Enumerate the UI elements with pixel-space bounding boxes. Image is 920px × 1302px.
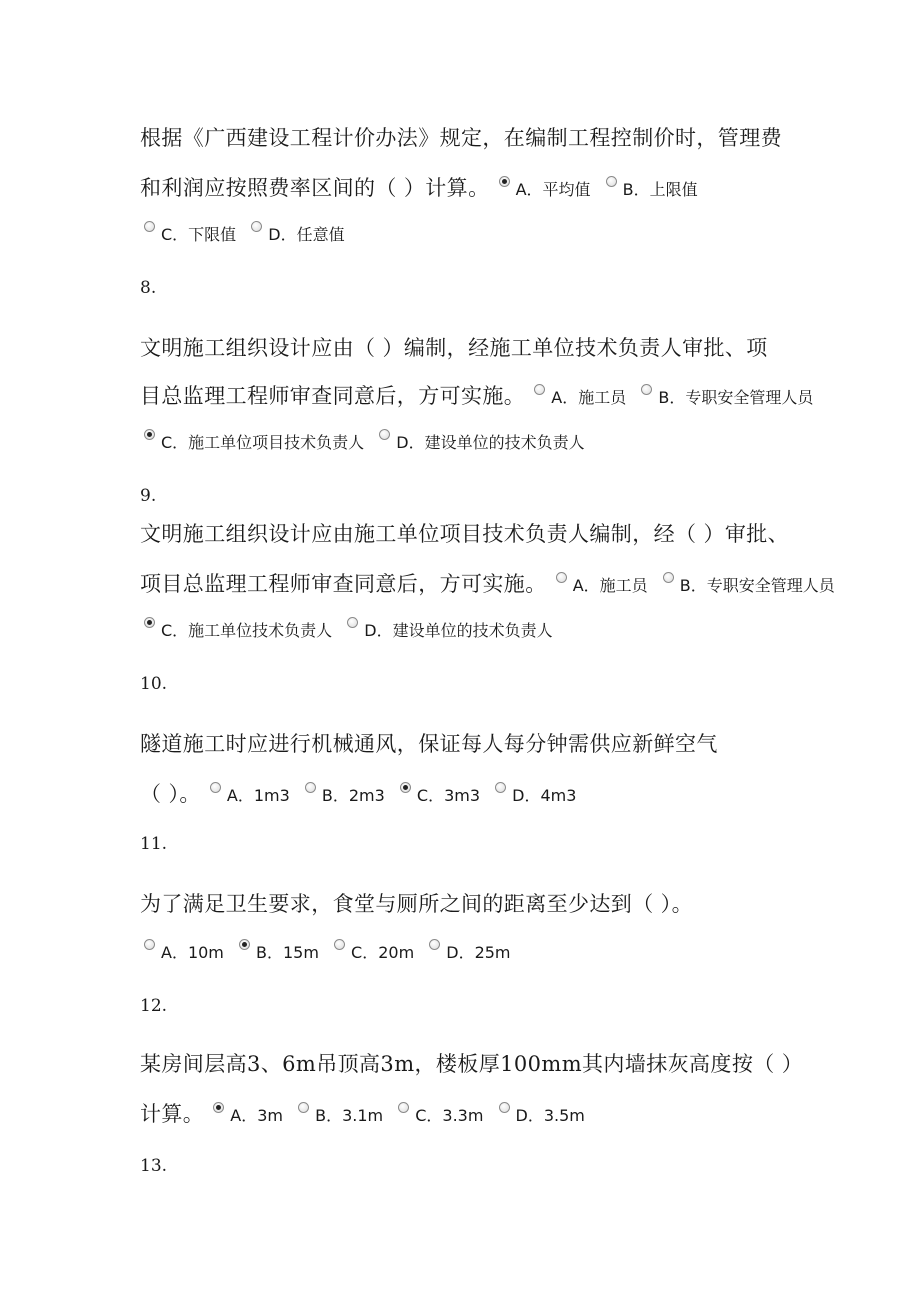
option-label-q10-c: C．3m3	[416, 786, 481, 805]
question-9-options-row	[140, 618, 559, 641]
question-9-stem-line-2: 项目总监理工程师审查同意后，方可实施。	[140, 572, 547, 596]
option-label-q7-b: B．上限值	[622, 180, 698, 199]
option-label-q12-d: D．3.5m	[515, 1106, 585, 1125]
radio-button-q7-c[interactable]	[144, 221, 155, 232]
question-8-stem-line-2: 目总监理工程师审查同意后，方可实施。	[140, 384, 526, 408]
radio-button-q10-c[interactable]	[400, 782, 411, 793]
radio-button-q11-d[interactable]	[429, 939, 440, 950]
question-10-stem-line-1: 隧道施工时应进行机械通风，保证每人每分钟需供应新鲜空气	[140, 732, 718, 756]
radio-button-q12-b[interactable]	[298, 1102, 309, 1113]
radio-button-q9-c[interactable]	[144, 617, 155, 628]
question-9-stem-line-1: 文明施工组织设计应由施工单位项目技术负责人编制，经（ ）审批、	[140, 522, 790, 546]
radio-button-q11-a[interactable]	[144, 939, 155, 950]
radio-button-q10-b[interactable]	[305, 782, 316, 793]
option-label-q12-b: B．3.1m	[315, 1106, 384, 1125]
radio-button-q7-a[interactable]	[499, 176, 510, 187]
option-label-q11-c: C．20m	[351, 943, 415, 962]
question-10-stem-and-options	[140, 778, 582, 808]
radio-button-q9-a[interactable]	[556, 572, 567, 583]
question-12-stem-line-1: 某房间层高3、6m吊顶高3m，楼板厚100mm其内墙抹灰高度按（ ）	[140, 1052, 804, 1076]
radio-button-q11-c[interactable]	[334, 939, 345, 950]
radio-button-q9-b[interactable]	[663, 572, 674, 583]
option-label-q10-b: B．2m3	[321, 786, 385, 805]
question-11-number: 11.	[140, 834, 168, 854]
question-12-stem-and-options	[140, 1098, 591, 1128]
question-7-stem-line-2: 和利润应按照费率区间的（ ）计算。	[140, 176, 490, 200]
question-8-stem-line-1: 文明施工组织设计应由（ ）编制，经施工单位技术负责人审批、项	[140, 336, 768, 360]
radio-button-q10-a[interactable]	[210, 782, 221, 793]
radio-button-q8-c[interactable]	[144, 429, 155, 440]
radio-button-q11-b[interactable]	[239, 939, 250, 950]
option-label-q11-a: A．10m	[161, 943, 224, 962]
radio-button-q8-d[interactable]	[379, 429, 390, 440]
question-11-stem-line-1: 为了满足卫生要求，食堂与厕所之间的距离至少达到（ ）。	[140, 892, 693, 916]
option-label-q8-d: D．建设单位的技术负责人	[396, 433, 585, 452]
option-label-q7-c: C．下限值	[161, 225, 237, 244]
question-9-stem-and-options	[140, 568, 841, 598]
question-7-options-row	[140, 222, 351, 245]
question-10-stem-line-2: （ ）。	[140, 782, 201, 806]
radio-button-q10-d[interactable]	[495, 782, 506, 793]
option-label-q9-b: B．专职安全管理人员	[679, 576, 835, 595]
question-7-stem-line-1: 根据《广西建设工程计价办法》规定，在编制工程控制价时，管理费	[140, 126, 782, 150]
question-7-stem-and-options	[140, 172, 704, 202]
question-12-stem-line-2: 计算。	[140, 1102, 205, 1126]
radio-button-q12-d[interactable]	[499, 1102, 510, 1113]
radio-button-q8-b[interactable]	[641, 384, 652, 395]
question-10-number: 10.	[140, 674, 168, 694]
radio-button-q12-a[interactable]	[213, 1102, 224, 1113]
question-12-number: 12.	[140, 996, 168, 1016]
option-label-q7-a: A．平均值	[515, 180, 591, 199]
option-label-q10-d: D．4m3	[512, 786, 577, 805]
option-label-q12-c: C．3.3m	[415, 1106, 484, 1125]
option-label-q11-d: D．25m	[446, 943, 511, 962]
question-8-options-row	[140, 430, 591, 453]
question-8-stem-and-options	[140, 380, 819, 410]
radio-button-q8-a[interactable]	[534, 384, 545, 395]
radio-button-q12-c[interactable]	[398, 1102, 409, 1113]
option-label-q8-c: C．施工单位项目技术负责人	[161, 433, 365, 452]
radio-button-q7-d[interactable]	[251, 221, 262, 232]
radio-button-q9-d[interactable]	[347, 617, 358, 628]
option-label-q9-d: D．建设单位的技术负责人	[364, 621, 553, 640]
option-label-q12-a: A．3m	[230, 1106, 284, 1125]
option-label-q9-c: C．施工单位技术负责人	[161, 621, 333, 640]
question-13-number: 13.	[140, 1156, 168, 1176]
question-8-number: 8.	[140, 278, 157, 298]
option-label-q8-a: A．施工员	[551, 388, 627, 407]
option-label-q11-b: B．15m	[256, 943, 319, 962]
option-label-q7-d: D．任意值	[268, 225, 345, 244]
question-11-options-row	[140, 940, 517, 963]
option-label-q8-b: B．专职安全管理人员	[658, 388, 814, 407]
option-label-q10-a: A．1m3	[226, 786, 290, 805]
option-label-q9-a: A．施工员	[572, 576, 648, 595]
question-9-number: 9.	[140, 486, 157, 506]
radio-button-q7-b[interactable]	[606, 176, 617, 187]
